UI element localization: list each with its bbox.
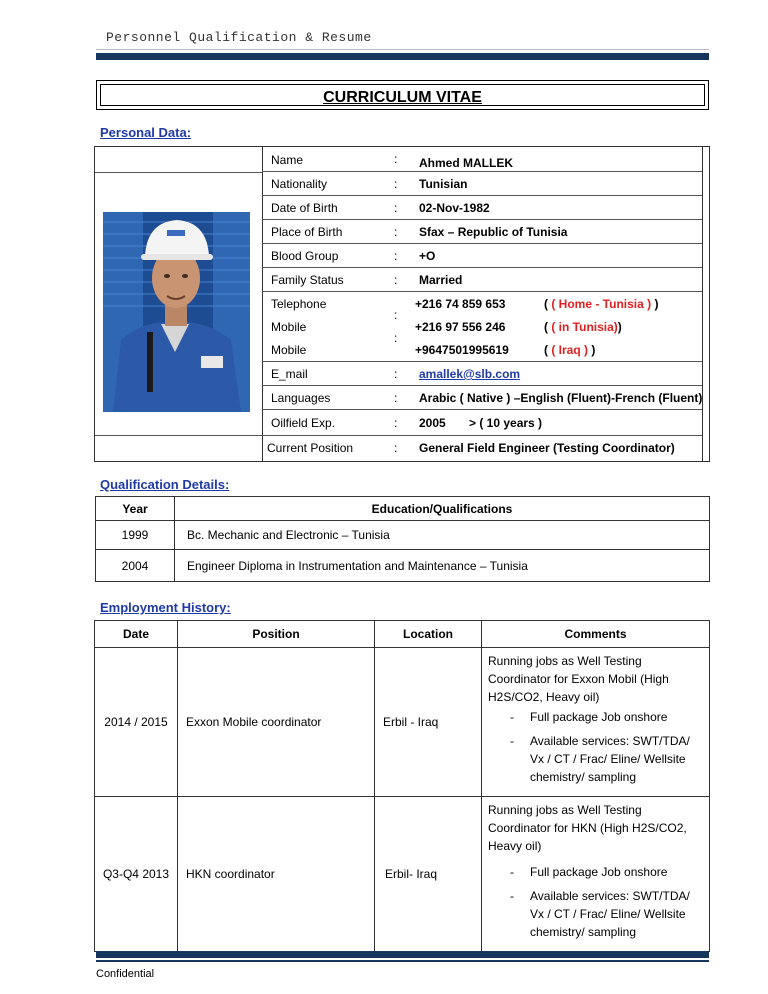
- footer-band: [96, 951, 709, 958]
- list-item: - Available services: SWT/TDA/ Vx / CT / Frac/ Eline/ Wellsite chemistry/ sampling: [510, 732, 703, 786]
- qualification-year: 1999: [96, 521, 175, 550]
- label-email: E_mail: [271, 367, 308, 381]
- colon: :: [394, 273, 398, 287]
- table-row: [95, 797, 710, 952]
- employment-date: 2014 / 2015: [95, 648, 178, 797]
- employment-location: Erbil - Iraq: [375, 648, 482, 797]
- colon: :: [394, 308, 398, 322]
- mobile-1-note: ( ( in Tunisia)): [544, 320, 622, 334]
- label-pob: Place of Birth: [271, 225, 343, 239]
- value-oilfield-years: > ( 10 years ): [469, 416, 543, 430]
- colon: :: [394, 416, 398, 430]
- value-family: Married: [419, 273, 463, 287]
- label-name: Name: [271, 153, 304, 167]
- colon: :: [394, 391, 398, 405]
- employment-header-date: Date: [95, 621, 178, 648]
- value-position: General Field Engineer (Testing Coordinator): [419, 441, 675, 455]
- qualification-header-education: Education/Qualifications: [175, 497, 710, 521]
- qualification-year: 2004: [96, 550, 175, 582]
- employment-comments: [482, 648, 710, 797]
- label-telephone: Telephone: [271, 297, 327, 311]
- qualification-table: [95, 496, 710, 582]
- qualification-header-year: Year: [96, 497, 175, 521]
- employment-date: Q3-Q4 2013: [95, 797, 178, 952]
- list-item: - Full package Job onshore: [510, 863, 703, 881]
- value-oilfield: 2005: [419, 416, 446, 430]
- employment-position: HKN coordinator: [178, 797, 375, 952]
- colon: :: [394, 201, 398, 215]
- label-dob: Date of Birth: [271, 201, 338, 215]
- value-mobile-1: +216 97 556 246: [415, 320, 506, 334]
- label-blood: Blood Group: [271, 249, 339, 263]
- colon: :: [394, 441, 398, 455]
- label-languages: Languages: [271, 391, 331, 405]
- colon: :: [394, 225, 398, 239]
- comment-text: Running jobs as Well Testing Coordinator for Exxon Mobil (High H2S/CO2, Heavy oil): [488, 654, 669, 704]
- cv-title-box: [96, 80, 709, 110]
- value-dob: 02-Nov-1982: [419, 201, 490, 215]
- email-link[interactable]: amallek@slb.com: [419, 367, 521, 381]
- value-pob: Sfax – Republic of Tunisia: [419, 225, 568, 239]
- value-name: Ahmed MALLEK: [419, 156, 513, 170]
- colon: :: [394, 249, 398, 263]
- label-nationality: Nationality: [271, 177, 328, 191]
- value-blood: +O: [419, 249, 436, 263]
- footer-rule: [96, 960, 709, 962]
- employment-heading: Employment History:: [100, 600, 231, 615]
- colon: :: [394, 331, 398, 345]
- table-row: [96, 521, 710, 550]
- employment-header-comments: Comments: [482, 621, 710, 648]
- value-languages: Arabic ( Native ) –English (Fluent)-French (Fluent): [419, 391, 703, 405]
- telephone-note: ( ( Home - Tunisia ) ): [544, 297, 659, 311]
- qualification-heading: Qualification Details:: [100, 477, 230, 492]
- qualification-desc: Engineer Diploma in Instrumentation and Maintenance – Tunisia: [175, 550, 710, 582]
- qualification-desc: Bc. Mechanic and Electronic – Tunisia: [175, 521, 710, 550]
- profile-photo: [103, 212, 250, 412]
- employment-header-position: Position: [178, 621, 375, 648]
- colon: :: [394, 177, 398, 191]
- label-oilfield: Oilfield Exp.: [271, 416, 336, 430]
- label-mobile-1: Mobile: [271, 320, 307, 334]
- value-nationality: Tunisian: [419, 177, 468, 191]
- employment-header-location: Location: [375, 621, 482, 648]
- header-band: [96, 53, 709, 60]
- value-telephone: +216 74 859 653: [415, 297, 506, 311]
- list-item: - Full package Job onshore: [510, 708, 703, 726]
- employment-comments: [482, 797, 710, 952]
- header-rule: [96, 49, 709, 50]
- comment-text: Running jobs as Well Testing Coordinator for HKN (High H2S/CO2, Heavy oil): [488, 803, 687, 853]
- colon: :: [394, 152, 398, 166]
- label-position: Current Position: [267, 441, 354, 455]
- table-row: [95, 648, 710, 797]
- page-header-title: Personnel Qualification & Resume: [106, 30, 372, 45]
- cv-title: CURRICULUM VITAE: [323, 89, 482, 106]
- employment-position: Exxon Mobile coordinator: [178, 648, 375, 797]
- employment-location: Erbil- Iraq: [375, 797, 482, 952]
- employment-table: [94, 620, 710, 952]
- table-row: [96, 550, 710, 582]
- colon: :: [394, 367, 398, 381]
- value-mobile-2: +9647501995619: [415, 343, 509, 357]
- footer-text: Confidential: [96, 968, 155, 980]
- list-item: - Available services: SWT/TDA/ Vx / CT / Frac/ Eline/ Wellsite chemistry/ sampling: [510, 887, 703, 941]
- personal-data-heading: Personal Data:: [100, 125, 192, 140]
- label-mobile-2: Mobile: [271, 343, 307, 357]
- mobile-2-note: ( ( Iraq ) ): [544, 343, 596, 357]
- label-family: Family Status: [271, 273, 344, 287]
